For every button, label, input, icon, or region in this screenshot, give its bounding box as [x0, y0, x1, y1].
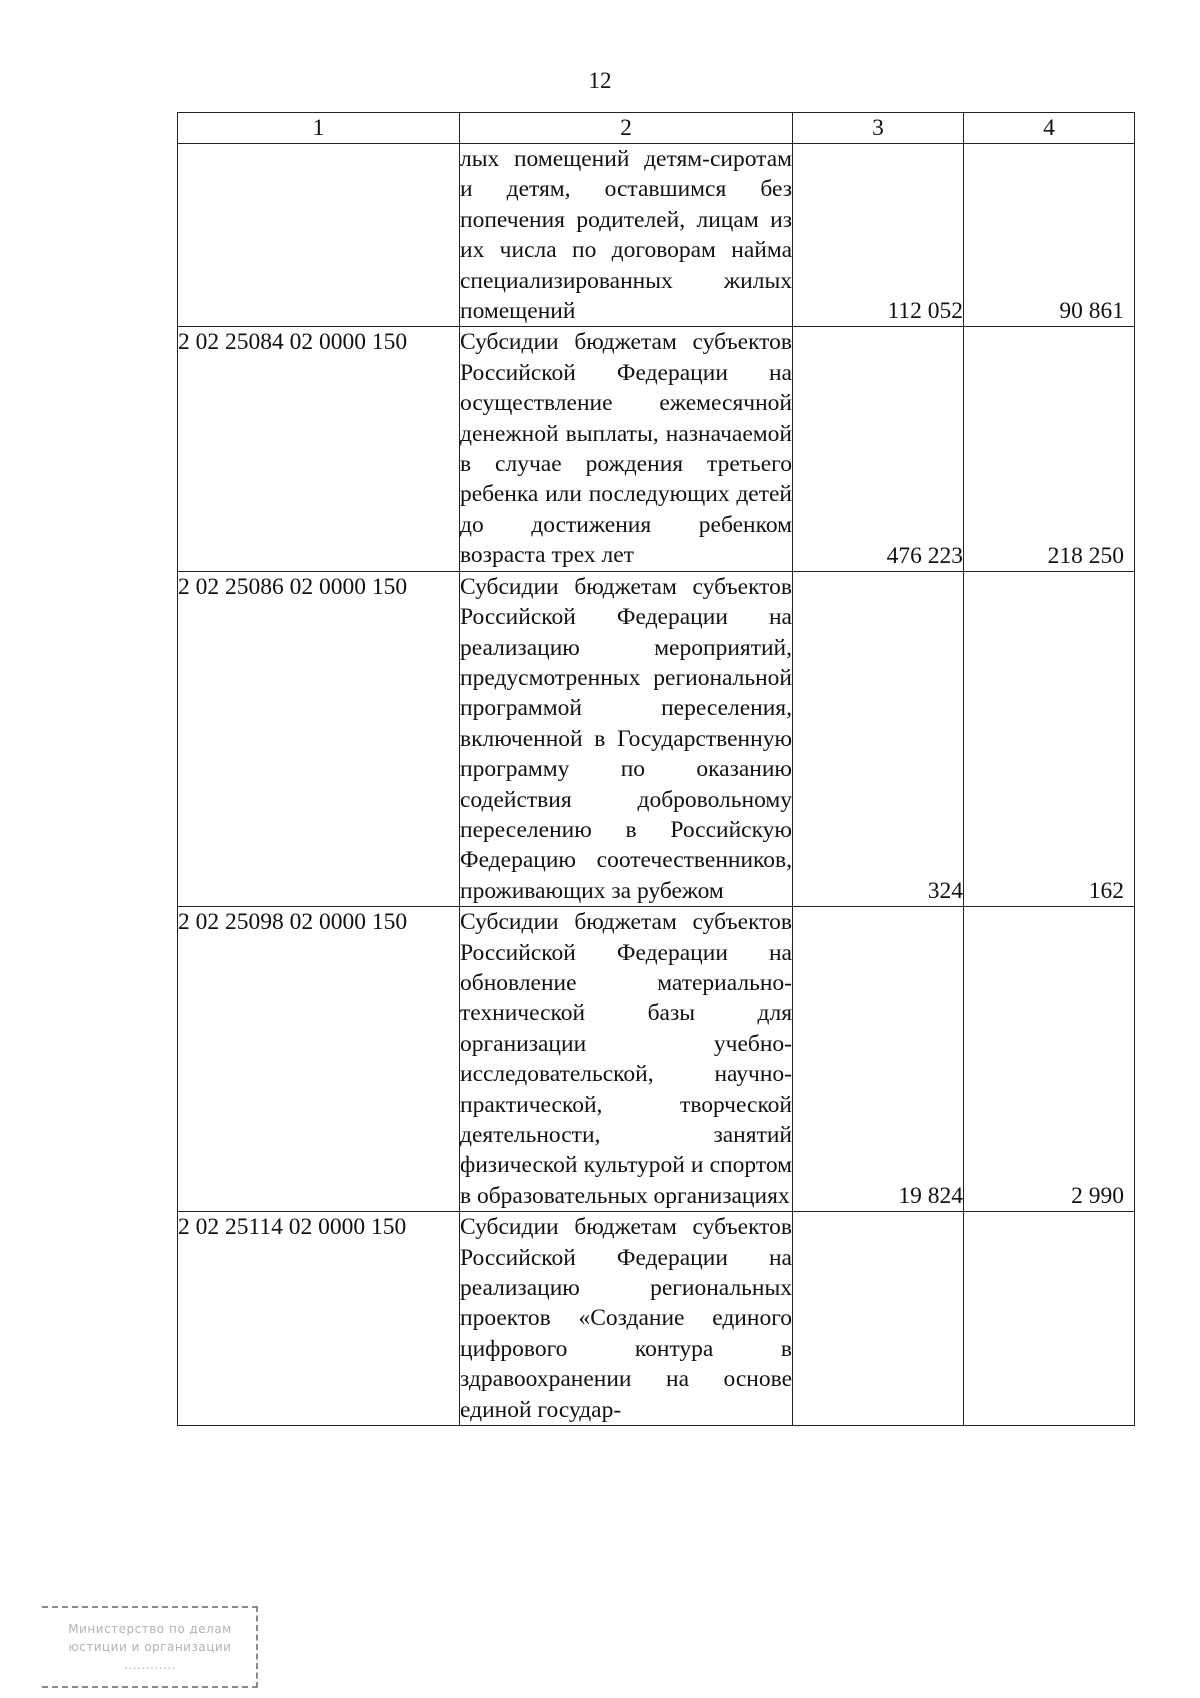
column-header-1: 1	[178, 113, 460, 144]
description: лых помещений детям-сиротам и детям, оставшимся без попечения родителей, лицам из их числа по договорам найма специализированных жилых помещений	[460, 144, 793, 327]
description: Субсидии бюджетам субъектов Российской Федерации на реализацию мероприятий, предусмотренных региональной программой переселения, включенной в Государственную программу по оказанию содействия добровольному переселению в Российскую Федерацию соотечественников, проживающих за рубежом	[460, 571, 793, 906]
page-number: 12	[588, 68, 612, 93]
amount-col3	[793, 1212, 964, 1426]
table-row	[178, 144, 1135, 327]
table-row	[178, 571, 1135, 906]
amount-col3: 19 824	[793, 907, 964, 1212]
description: Субсидии бюджетам субъектов Российской Федерации на реализацию региональных проектов «Создание единого цифрового контура в здравоохранении на основе единой государ-	[460, 1212, 793, 1426]
budget-code: 2 02 25084 02 0000 150	[178, 327, 460, 571]
amount-col4: 2 990	[964, 907, 1135, 1212]
table-row	[178, 907, 1135, 1212]
amount-col3: 324	[793, 571, 964, 906]
budget-code: 2 02 25114 02 0000 150	[178, 1212, 460, 1426]
amount-col4	[964, 1212, 1135, 1426]
amount-col3: 112 052	[793, 144, 964, 327]
amount-col4: 90 861	[964, 144, 1135, 327]
registration-stamp	[42, 1606, 258, 1688]
stamp-line-1: Министерство по делам	[68, 1622, 232, 1636]
budget-code: 2 02 25086 02 0000 150	[178, 571, 460, 906]
column-header-4: 4	[964, 113, 1135, 144]
amount-col4: 218 250	[964, 327, 1135, 571]
column-header-3: 3	[793, 113, 964, 144]
budget-table	[177, 112, 1135, 1426]
amount-col4: 162	[964, 571, 1135, 906]
table-header	[178, 113, 1135, 144]
stamp-line-3: ............	[124, 1658, 176, 1672]
budget-code: 2 02 25098 02 0000 150	[178, 907, 460, 1212]
budget-code	[178, 144, 460, 327]
amount-col3: 476 223	[793, 327, 964, 571]
description: Субсидии бюджетам субъектов Российской Федерации на обновление материально-технической базы для организации учебно-исследовательской, научно-практической, творческой деятельности, занятий физической культурой и спортом в образовательных организациях	[460, 907, 793, 1212]
column-header-2: 2	[460, 113, 793, 144]
table-body	[178, 144, 1135, 1426]
table-row	[178, 327, 1135, 571]
stamp-line-2: юстиции и организации	[68, 1640, 232, 1654]
description: Субсидии бюджетам субъектов Российской Федерации на осуществление ежемесячной денежной выплаты, назначаемой в случае рождения третьего ребенка или последующих детей до достижения ребенком возраста трех лет	[460, 327, 793, 571]
table-row	[178, 1212, 1135, 1426]
